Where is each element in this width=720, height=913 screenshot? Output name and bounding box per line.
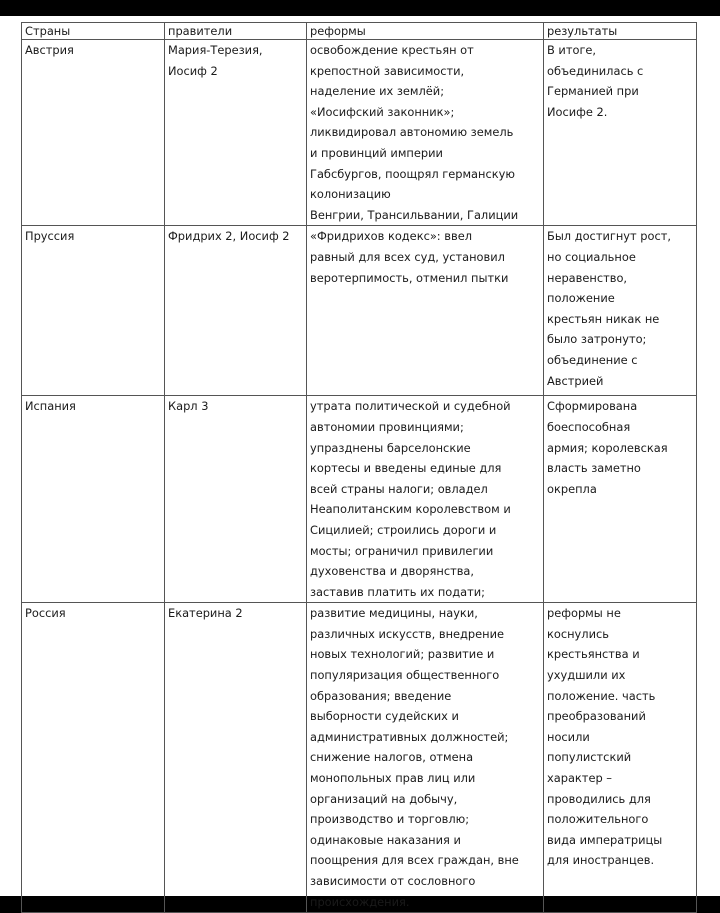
results-line: объединилась с [547, 63, 644, 78]
results-line: популистский [547, 750, 632, 765]
reforms-line: кортесы и введены единые для [310, 461, 502, 476]
results-cell [544, 40, 697, 226]
rulers-text [168, 226, 303, 247]
reforms-table [21, 22, 697, 913]
header-rulers: правители [165, 23, 307, 40]
reforms-line: происхождения. [310, 894, 410, 909]
reforms-line: упразднены барселонские [310, 440, 471, 455]
reforms-line: и провинций империи [310, 145, 443, 160]
reforms-cell [307, 226, 544, 396]
results-line: было затронуто; [547, 332, 647, 347]
results-cell [544, 226, 697, 396]
rulers-text [168, 603, 303, 624]
reforms-line: административных должностей; [310, 729, 509, 744]
results-line: но социальное [547, 249, 636, 264]
results-cell [544, 396, 697, 603]
reforms-line: «Иосифский законник»; [310, 104, 455, 119]
reforms-line: выборности судейских и [310, 709, 459, 724]
results-line: характер – [547, 771, 613, 786]
results-line: В итоге, [547, 43, 597, 57]
reforms-line: крепостной зависимости, [310, 63, 465, 78]
results-line: положение. часть [547, 688, 656, 703]
results-line: носили [547, 729, 590, 744]
results-line: вида императрицы [547, 832, 663, 847]
table-row [22, 396, 697, 603]
reforms-line: ликвидировал автономию земель [310, 125, 514, 140]
results-line: проводились для [547, 791, 651, 806]
results-line: крестьян никак не [547, 311, 660, 326]
results-line: объединение с [547, 352, 638, 367]
results-line: Германией при [547, 84, 639, 99]
rulers-line: Иосиф 2 [168, 63, 218, 78]
country-cell: Испания [22, 396, 165, 603]
rulers-text [168, 40, 303, 81]
reforms-line: всей страны налоги; овладел [310, 481, 488, 496]
results-line: армия; королевская [547, 440, 668, 455]
rulers-line: Фридрих 2, Иосиф 2 [168, 229, 290, 244]
table-row [22, 603, 697, 913]
reforms-text [310, 396, 540, 602]
document-page [0, 16, 720, 909]
results-text [547, 226, 693, 391]
reforms-line: Неаполитанским королевством и [310, 502, 511, 517]
results-line: реформы не [547, 606, 621, 621]
rulers-line: Карл 3 [168, 399, 209, 414]
reforms-line: монопольных прав лиц или [310, 771, 476, 786]
reforms-cell [307, 603, 544, 913]
rulers-cell [165, 40, 307, 226]
reforms-line: популяризация общественного [310, 668, 500, 683]
reforms-line: Сицилией; строились дороги и [310, 522, 497, 537]
results-line: крестьянства и [547, 647, 640, 662]
rulers-line: Мария-Терезия, [168, 43, 263, 57]
reforms-line: Венгрии, Трансильвании, Галиции [310, 207, 519, 222]
reforms-line: поощрения для всех граждан, вне [310, 853, 519, 868]
reforms-line: развитие медицины, науки, [310, 606, 478, 621]
reforms-text [310, 226, 540, 288]
results-line: власть заметно [547, 461, 641, 476]
rulers-line: Екатерина 2 [168, 606, 243, 621]
country-cell: Пруссия [22, 226, 165, 396]
results-text [547, 603, 693, 871]
results-line: Австрией [547, 373, 604, 388]
reforms-line: снижение налогов, отмена [310, 750, 474, 765]
reforms-line: зависимости от сословного [310, 874, 476, 888]
results-line: Иосифе 2. [547, 104, 608, 119]
table-row [22, 40, 697, 226]
results-line: положение [547, 291, 615, 306]
rulers-cell [165, 226, 307, 396]
country-cell: Россия [22, 603, 165, 913]
reforms-line: организаций на добычу, [310, 791, 458, 806]
reforms-text [310, 40, 540, 225]
results-line: неравенство, [547, 270, 628, 285]
reforms-line: различных искусств, внедрение [310, 626, 505, 641]
reforms-line: колонизацию [310, 187, 391, 202]
results-line: Был достигнут рост, [547, 229, 672, 244]
reforms-line: новых технологий; развитие и [310, 647, 495, 662]
country-cell: Австрия [22, 40, 165, 226]
reforms-line: производство и торговлю; [310, 812, 470, 827]
reforms-line: веротерпимость, отменил пытки [310, 270, 509, 285]
results-text [547, 40, 693, 122]
reforms-cell [307, 396, 544, 603]
reforms-line: заставив платить их подати; [310, 584, 485, 599]
table-row [22, 226, 697, 396]
results-line: преобразований [547, 709, 646, 724]
rulers-cell [165, 603, 307, 913]
results-line: для иностранцев. [547, 853, 655, 868]
reforms-line: образования; введение [310, 688, 452, 703]
reforms-line: наделение их землёй; [310, 84, 445, 99]
reforms-line: мосты; ограничил привилегии [310, 543, 494, 558]
reforms-line: равный для всех суд, установил [310, 249, 505, 264]
reforms-line: «Фридрихов кодекс»: ввел [310, 229, 472, 244]
header-countries: Страны [22, 23, 165, 40]
table-header-row [22, 23, 697, 40]
header-reforms: реформы [307, 23, 544, 40]
rulers-cell [165, 396, 307, 603]
results-line: ухудшили их [547, 668, 626, 683]
results-cell [544, 603, 697, 913]
header-results: результаты [544, 23, 697, 40]
rulers-text [168, 396, 303, 417]
results-line: Сформирована [547, 399, 638, 414]
reforms-line: духовенства и дворянства, [310, 564, 475, 579]
results-line: боеспособная [547, 419, 631, 434]
reforms-line: одинаковые наказания и [310, 832, 461, 847]
reforms-line: освобождение крестьян от [310, 43, 474, 57]
reforms-line: Габсбургов, поощрял германскую [310, 166, 515, 181]
reforms-cell [307, 40, 544, 226]
results-text [547, 396, 693, 499]
results-line: окрепла [547, 481, 597, 496]
reforms-text [310, 603, 540, 912]
reforms-line: утрата политической и судебной [310, 399, 511, 414]
reforms-line: автономии провинциями; [310, 419, 464, 434]
results-line: положительного [547, 812, 649, 827]
results-line: коснулись [547, 626, 609, 641]
